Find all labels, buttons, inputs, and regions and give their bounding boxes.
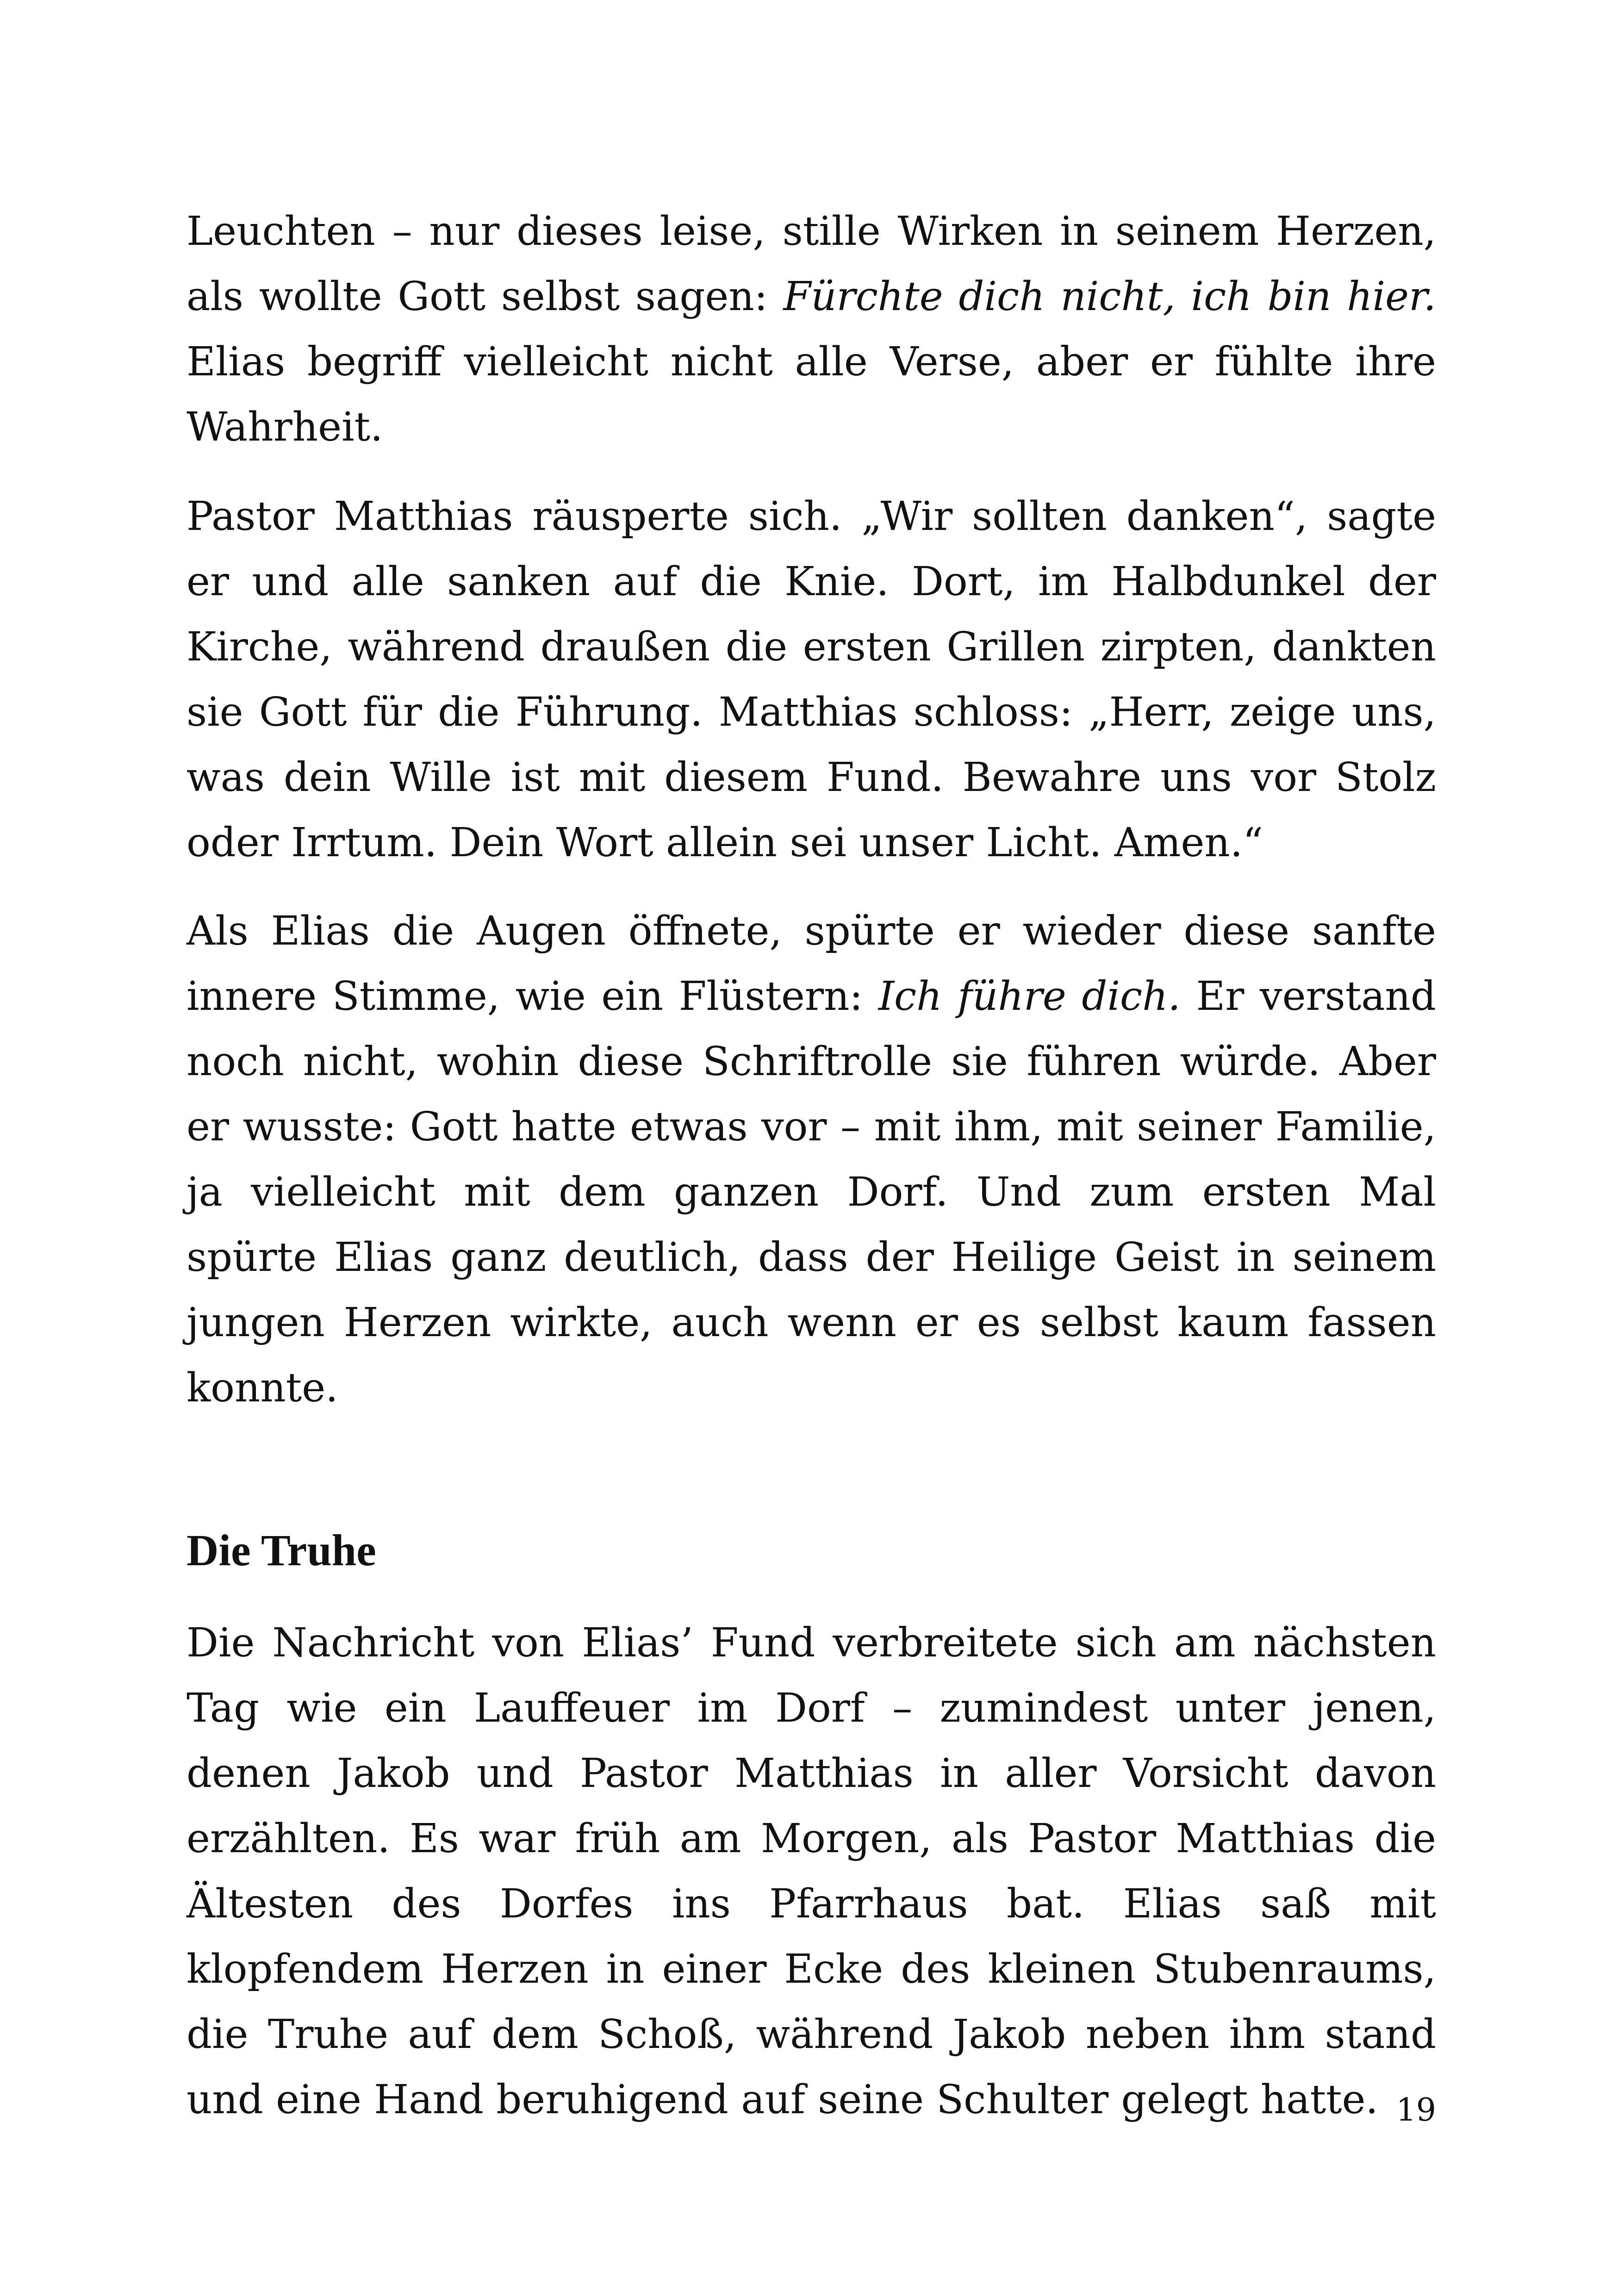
- paragraph-4: Die Nachricht von Elias’ Fund verbreitete sich am nächsten Tag wie ein Lauffeuer im Dorf – zumindest unter jenen, denen Jakob und Pastor Matthias in aller Vorsicht davon erzählten. Es war früh am Morgen, als Pastor Matthias die Ältesten des Dorfes ins Pfarrhaus bat. Elias saß mit klopfendem Herzen in einer Ecke des kleinen Stubenraums, die Truhe auf dem Schoß, während Jakob neben ihm stand und eine Hand beruhigend auf seine Schulter gelegt hatte.: [187, 1620, 1436, 2123]
- paragraph-1-italic-quote: Fürchte dich nicht, ich bin hier.: [783, 274, 1436, 320]
- paragraph-3: [187, 899, 1436, 1421]
- page-body: [187, 199, 1436, 2156]
- paragraph-2: Pastor Matthias räusperte sich. „Wir sollten danken“, sagte er und alle sanken auf die Knie. Dort, im Halbdunkel der Kirche, während draußen die ersten Grillen zirpten, dankten sie Gott für die Führung. Matthias schloss: „Herr, zeige uns, was dein Wille ist mit diesem Fund. Bewahre uns vor Stolz oder Irrtum. Dein Wort allein sei unser Licht. Amen.“: [187, 493, 1436, 866]
- page-number: 19: [1396, 2092, 1436, 2128]
- paragraph-3-italic-quote: Ich führe dich.: [878, 973, 1181, 1020]
- paragraph-1-text-start: Leuchten – nur dieses leise, stille Wirken in seinem Herzen, als wollte Gott selbst sagen:: [187, 208, 1436, 320]
- paragraph-3-text-end: Er verstand noch nicht, wohin diese Schriftrolle sie führen würde. Aber er wusste: Gott hatte etwas vor – mit ihm, mit seiner Familie, ja vielleicht mit dem ganzen Dorf. Und zum ersten Mal spürte Elias ganz deutlich, dass der Heilige Geist in seinem jungen Herzen wirkte, auch wenn er es selbst kaum fassen konnte.: [187, 973, 1436, 1411]
- paragraph-3-text-start: Als Elias die Augen öffnete, spürte er wieder diese sanfte innere Stimme, wie ein Flüstern:: [187, 908, 1436, 1020]
- paragraph-1: [187, 199, 1436, 460]
- paragraph-1-text-end: Elias begriff vielleicht nicht alle Verse, aber er fühlte ihre Wahrheit.: [187, 339, 1436, 450]
- section-heading: Die Truhe: [187, 1525, 376, 1575]
